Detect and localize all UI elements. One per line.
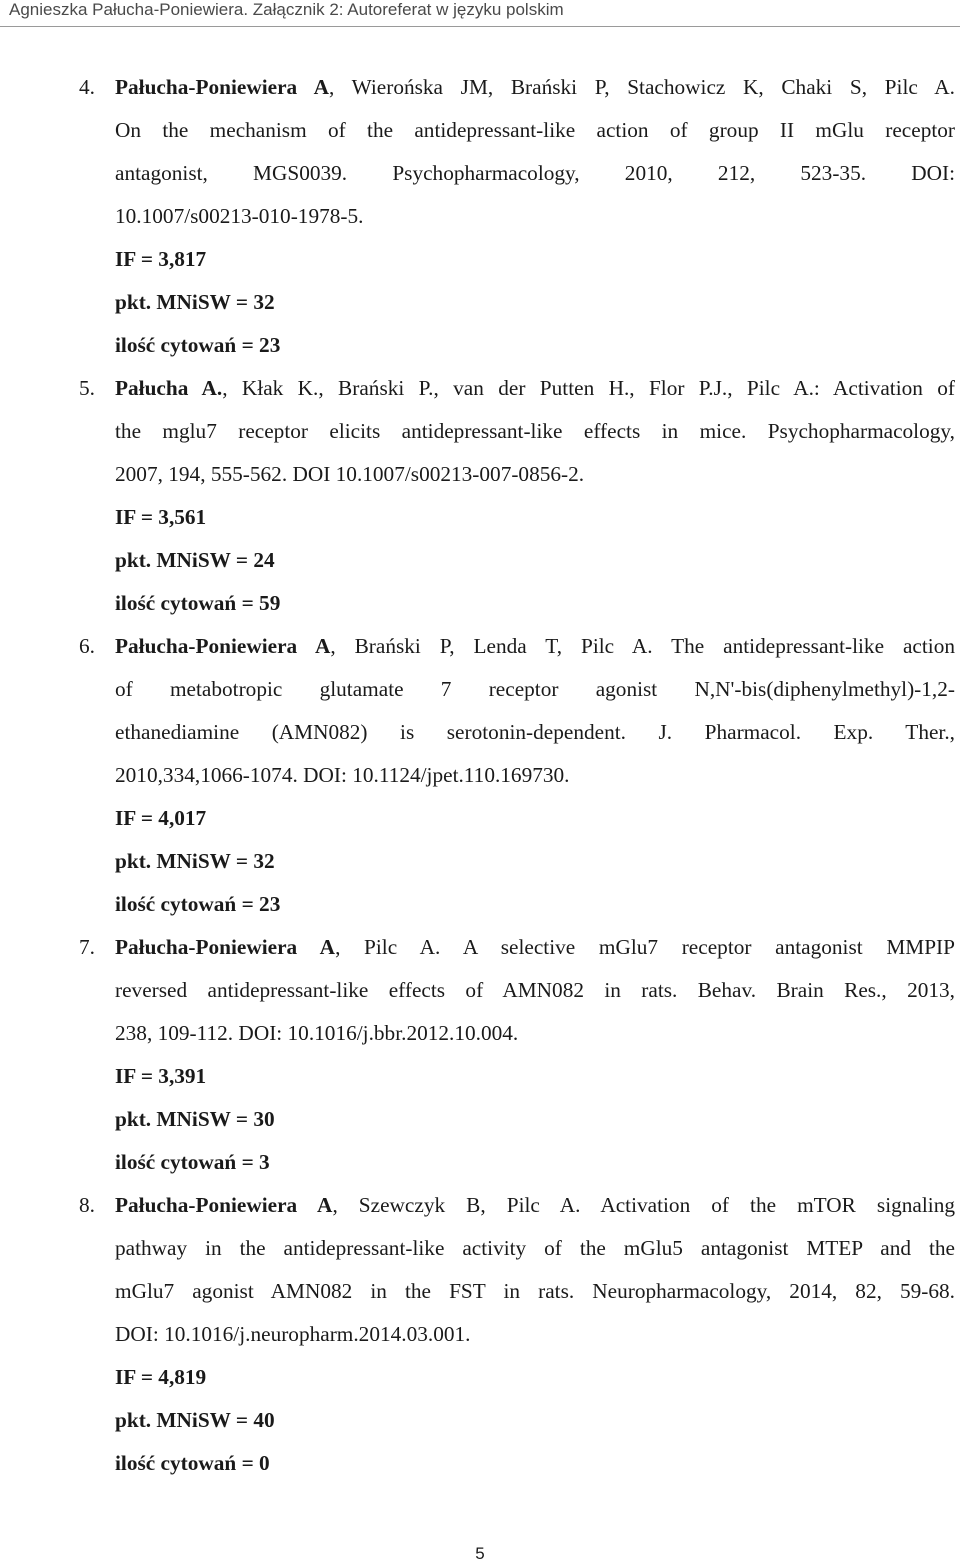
publication-entry-8 [79,1184,955,1485]
entry-first-line [79,1184,955,1227]
impact-factor: IF = 3,817 [115,247,207,271]
impact-factor: IF = 3,561 [115,505,207,529]
entry-line: 2007, 194, 555-562. DOI 10.1007/s00213-007-0856-2. [115,462,585,486]
entry-text: , Szewczyk B, Pilc A. Activation of the mTOR signaling [332,1193,955,1217]
entry-first-line [79,926,955,969]
entry-first-line [79,625,955,668]
impact-factor: IF = 3,391 [115,1064,207,1088]
entry-number: 8. [79,1193,95,1217]
citation-count: ilość cytowań = 3 [115,1150,270,1174]
header-rule [0,26,960,27]
citation-count: ilość cytowań = 0 [115,1451,270,1475]
entry-author-bold: Pałucha-Poniewiera A [115,935,336,959]
citation-count: ilość cytowań = 23 [115,892,281,916]
entry-number: 5. [79,376,95,400]
entry-line: On the mechanism of the antidepressant-like action of group II mGlu receptor [115,118,955,142]
publication-entry-4 [79,66,955,367]
entry-author-bold: Pałucha-Poniewiera A [115,1193,333,1217]
entry-number: 4. [79,75,95,99]
entry-line: 10.1007/s00213-010-1978-5. [115,204,364,228]
entry-text: , Wierońska JM, Brański P, Stachowicz K, Chaki S, Pilc A. [329,75,955,99]
entry-line: pathway in the antidepressant-like activity of the mGlu5 antagonist MTEP and the [115,1236,955,1260]
running-header: Agnieszka Pałucha-Poniewiera. Załącznik 2: Autoreferat w języku polskim [9,0,564,19]
entry-line: ethanediamine (AMN082) is serotonin-dependent. J. Pharmacol. Exp. Ther., [115,720,955,744]
impact-factor: IF = 4,017 [115,806,207,830]
mnisw-points: pkt. MNiSW = 32 [115,849,275,873]
impact-factor: IF = 4,819 [115,1365,207,1389]
entry-text: , Kłak K., Brański P., van der Putten H., Flor P.J., Pilc A.: Activation of [222,376,956,400]
entry-author-bold: Pałucha-Poniewiera A [115,634,331,658]
entry-number: 6. [79,634,95,658]
entry-first-line [79,367,955,410]
citation-count: ilość cytowań = 23 [115,333,281,357]
publication-entry-7 [79,926,955,1184]
entry-number: 7. [79,935,95,959]
entry-line: reversed antidepressant-like effects of AMN082 in rats. Behav. Brain Res., 2013, [115,978,955,1002]
entry-author-bold: Pałucha A. [115,376,223,400]
entry-line: 2010,334,1066-1074. DOI: 10.1124/jpet.110.169730. [115,763,570,787]
mnisw-points: pkt. MNiSW = 32 [115,290,275,314]
page-number: 5 [475,1544,485,1563]
entry-line: of metabotropic glutamate 7 receptor agonist N,N'-bis(diphenylmethyl)-1,2- [115,677,955,701]
entry-line: DOI: 10.1016/j.neuropharm.2014.03.001. [115,1322,471,1346]
entry-text: , Brański P, Lenda T, Pilc A. The antidepressant-like action [330,634,955,658]
entry-line: antagonist, MGS0039. Psychopharmacology, 2010, 212, 523-35. DOI: [115,161,955,185]
entry-line: mGlu7 agonist AMN082 in the FST in rats. Neuropharmacology, 2014, 82, 59-68. [115,1279,955,1303]
entry-line: the mglu7 receptor elicits antidepressant-like effects in mice. Psychopharmacology, [115,419,955,443]
mnisw-points: pkt. MNiSW = 30 [115,1107,275,1131]
mnisw-points: pkt. MNiSW = 40 [115,1408,275,1432]
entry-first-line [79,66,955,109]
citation-count: ilość cytowań = 59 [115,591,281,615]
entry-line: 238, 109-112. DOI: 10.1016/j.bbr.2012.10.004. [115,1021,519,1045]
mnisw-points: pkt. MNiSW = 24 [115,548,275,572]
publication-entry-5 [79,367,955,625]
entry-text: , Pilc A. A selective mGlu7 receptor antagonist MMPIP [335,935,955,959]
entry-author-bold: Pałucha-Poniewiera A [115,75,330,99]
publication-entry-6 [79,625,955,926]
